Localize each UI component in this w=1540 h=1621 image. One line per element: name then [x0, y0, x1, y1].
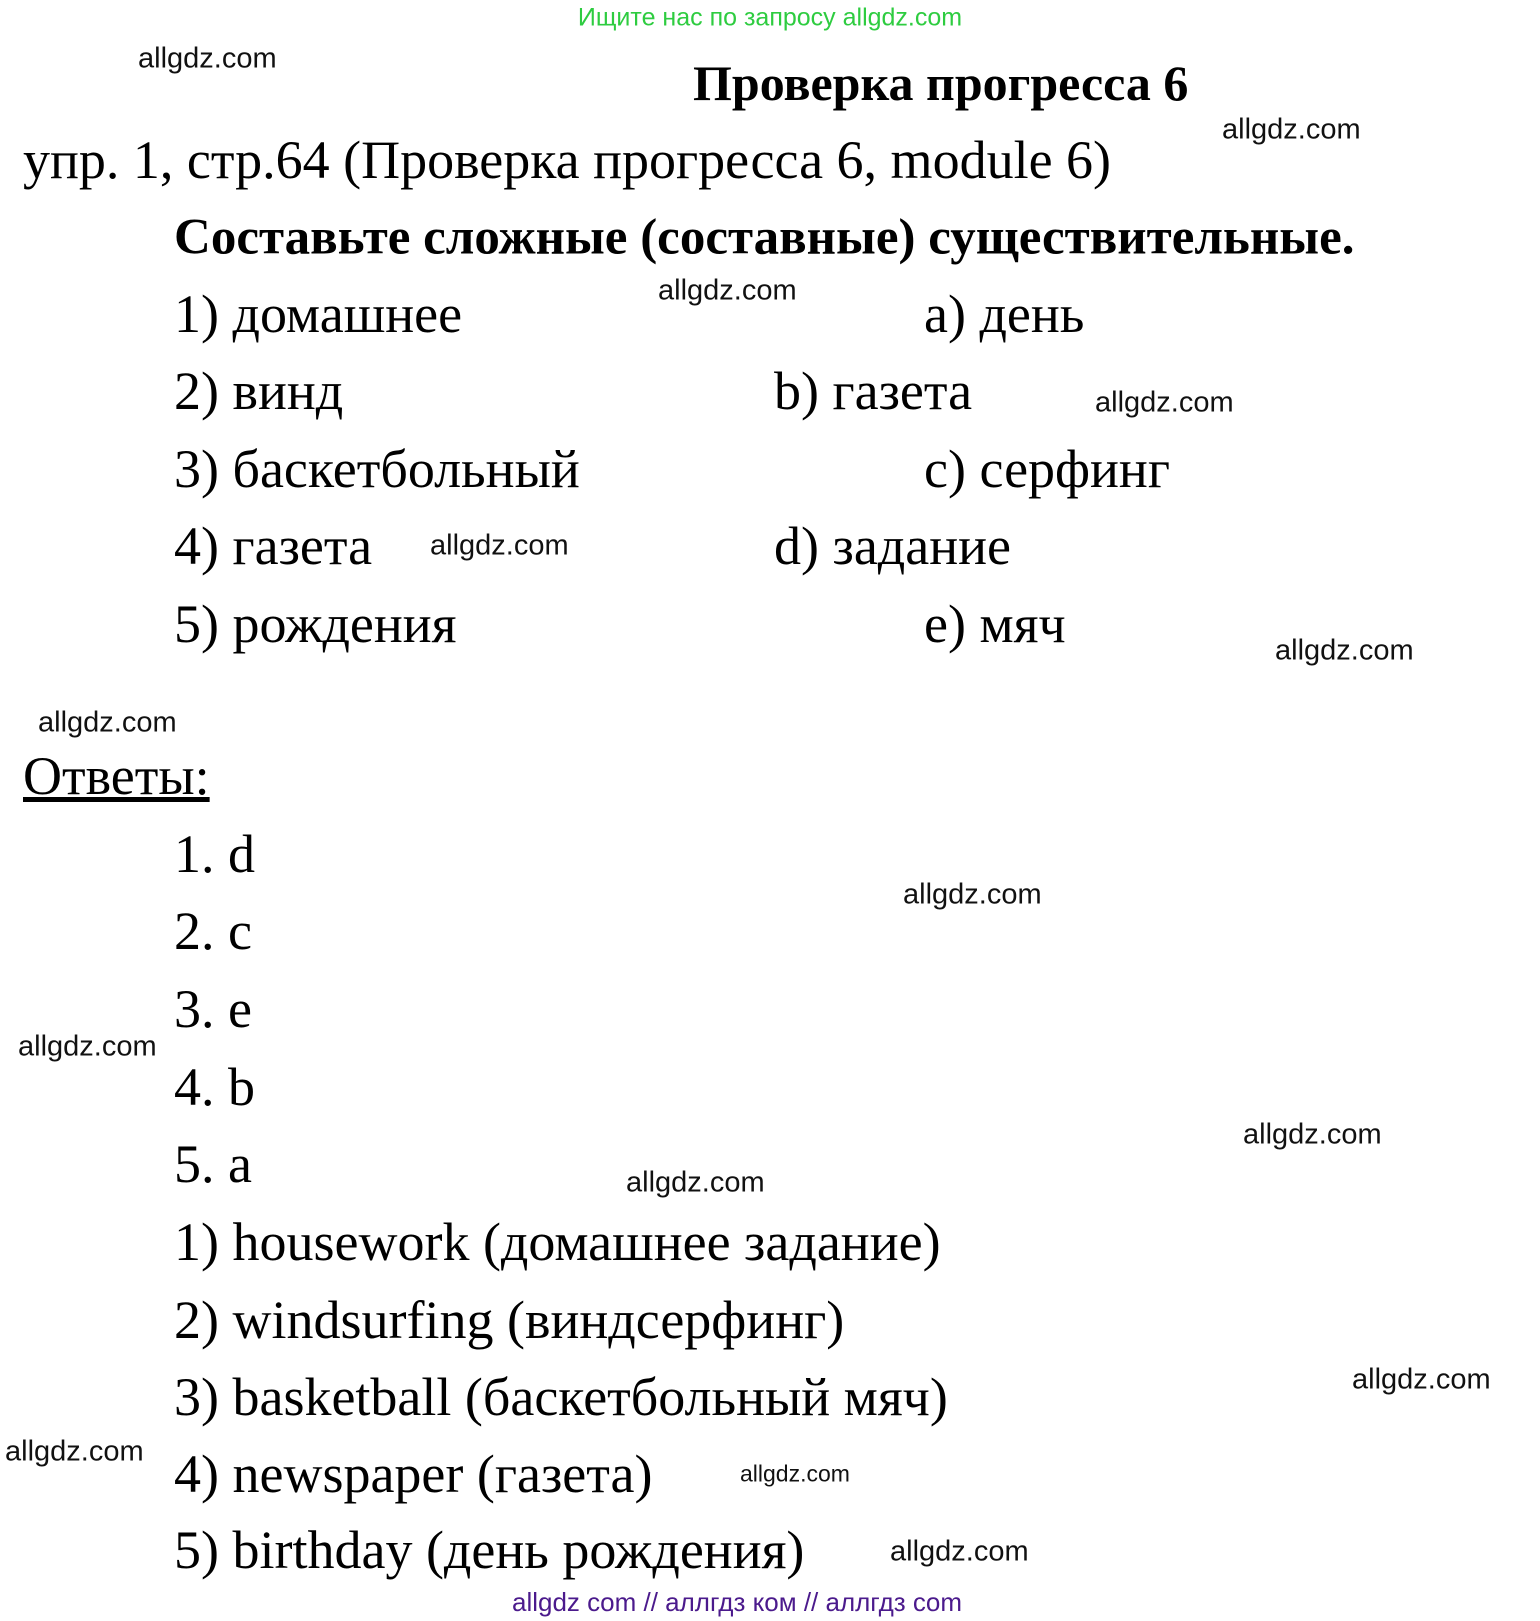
- watermark: allgdz.com: [5, 1435, 144, 1468]
- watermark: allgdz.com: [903, 878, 1042, 911]
- watermark: allgdz.com: [1275, 634, 1414, 667]
- left-item: 5) рождения: [174, 594, 457, 654]
- answers-heading: Ответы:: [23, 746, 210, 806]
- answer: 5. a: [174, 1134, 252, 1194]
- answer: 4. b: [174, 1057, 255, 1117]
- watermark: allgdz.com: [1222, 113, 1361, 146]
- translation: 4) newspaper (газета): [174, 1444, 653, 1504]
- watermark: allgdz.com: [1243, 1118, 1382, 1151]
- translation: 2) windsurfing (виндсерфинг): [174, 1290, 845, 1350]
- watermark: allgdz.com: [1352, 1363, 1491, 1396]
- left-item: 4) газета: [174, 516, 373, 576]
- translation: 3) basketball (баскетбольный мяч): [174, 1367, 948, 1427]
- task-instruction: Составьте сложные (составные) существительные.: [174, 209, 1355, 266]
- watermark: allgdz.com: [658, 274, 797, 307]
- exercise-reference: упр. 1, стр.64 (Проверка прогресса 6, module 6): [23, 130, 1112, 190]
- watermark: allgdz.com: [740, 1460, 850, 1487]
- footer-watermark: allgdz com // аллгдз ком // аллгдз com: [512, 1587, 963, 1617]
- right-item: d) задание: [774, 516, 1011, 576]
- right-item: b) газета: [774, 361, 973, 421]
- translation: 5) birthday (день рождения): [174, 1520, 805, 1580]
- watermark: allgdz.com: [138, 42, 277, 75]
- watermark: allgdz.com: [890, 1535, 1029, 1568]
- answer: 2. c: [174, 901, 252, 961]
- page-title: Проверка прогресса 6: [693, 55, 1189, 111]
- answer: 1. d: [174, 824, 255, 884]
- watermark: allgdz.com: [430, 529, 569, 562]
- answer: 3. e: [174, 979, 252, 1039]
- watermark: allgdz.com: [18, 1030, 157, 1063]
- watermark: allgdz.com: [38, 706, 177, 739]
- left-item: 3) баскетбольный: [174, 439, 580, 499]
- left-item: 1) домашнее: [174, 284, 463, 344]
- right-item: c) серфинг: [924, 439, 1170, 499]
- left-item: 2) винд: [174, 361, 344, 421]
- watermark: allgdz.com: [626, 1166, 765, 1199]
- search-banner: Ищите нас по запросу allgdz.com: [577, 3, 963, 32]
- right-item: a) день: [924, 284, 1085, 344]
- translation: 1) housework (домашнее задание): [174, 1212, 941, 1272]
- watermark: allgdz.com: [1095, 386, 1234, 419]
- right-item: e) мяч: [924, 594, 1066, 654]
